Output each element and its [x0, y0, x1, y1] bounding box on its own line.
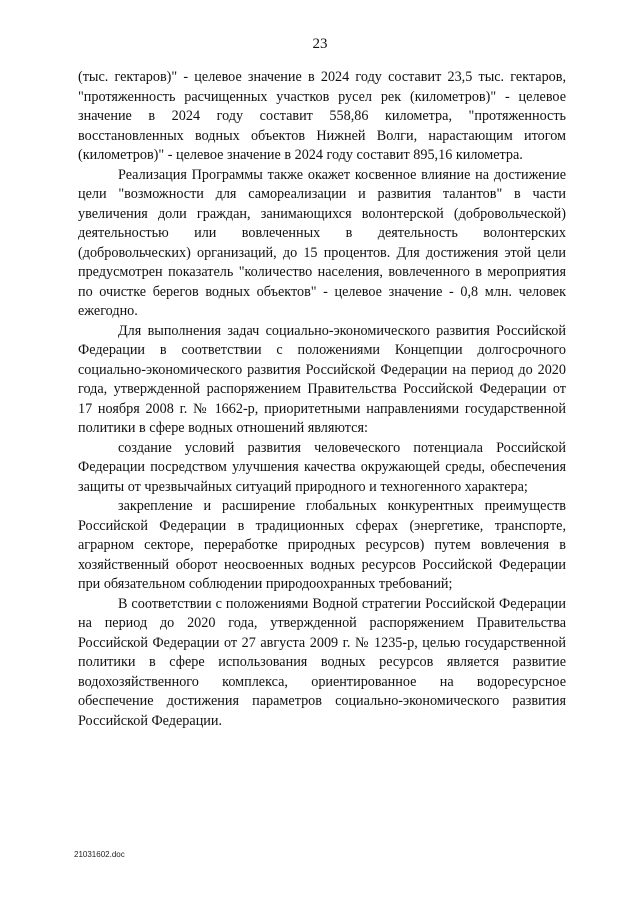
paragraph-program-indirect-impact: Реализация Программы также окажет косвенное влияние на достижение цели "возможности для самореализации и развития талантов" в части увеличения доли граждан, занимающихся волонтерской (добровольческой) деятельностью или вовлеченных в деятельность волонтерских (добровольческих) организаций, до 15 процентов. Для достижения этой цели предусмотрен показатель "количество населения, вовлеченного в мероприятия по очистке берегов водных объектов" - целевое значение - 0,8 млн. человек ежегодно. — [78, 166, 566, 319]
paragraph-continuation: (тыс. гектаров)" - целевое значение в 2024 году составит 23,5 тыс. гектаров, "протяженность расчищенных участков русел рек (километров)" - целевое значение в 2024 году составит 558,86 километра, "протяженность восстановленных водных объектов Нижней Волги, нарастающим итогом (километров)" - целевое значение в 2024 году составит 895,16 километра. — [78, 69, 566, 163]
document-body — [78, 68, 566, 731]
paragraph-direction-human-potential: создание условий развития человеческого потенциала Российской Федерации посредством улучшения качества окружающей среды, обеспечения защиты от чрезвычайных ситуаций природного и техногенного характера; — [78, 439, 566, 495]
page-number: 23 — [312, 36, 328, 52]
footer-filename: 21031602.doc — [74, 850, 125, 859]
paragraph-water-strategy: В соответствии с положениями Водной стратегии Российской Федерации на период до 2020 года, утвержденной распоряжением Правительства Российской Федерации от 27 августа 2009 г. № 1235-р, целью государственной политики в сфере использования водных ресурсов является развитие водохозяйственного комплекса, ориентированное на водоресурсное обеспечение достижения параметров социально-экономического развития Российской Федерации. — [78, 595, 566, 729]
paragraph-priority-directions-intro: Для выполнения задач социально-экономического развития Российской Федерации в соответствии с положениями Концепции долгосрочного социально-экономического развития Российской Федерации на период до 2020 года, утвержденной распоряжением Правительства Российской Федерации от 17 ноября 2008 г. № 1662-р, приоритетными направлениями государственной политики в сфере водных отношений являются: — [78, 322, 566, 436]
paragraph-direction-competitive-advantages: закрепление и расширение глобальных конкурентных преимуществ Российской Федерации в традиционных сферах (энергетике, транспорте, аграрном секторе, переработке природных ресурсов) путем вовлечения в хозяйственный оборот неосвоенных водных ресурсов Российской Федерации при обязательном соблюдении природоохранных требований; — [78, 498, 566, 592]
